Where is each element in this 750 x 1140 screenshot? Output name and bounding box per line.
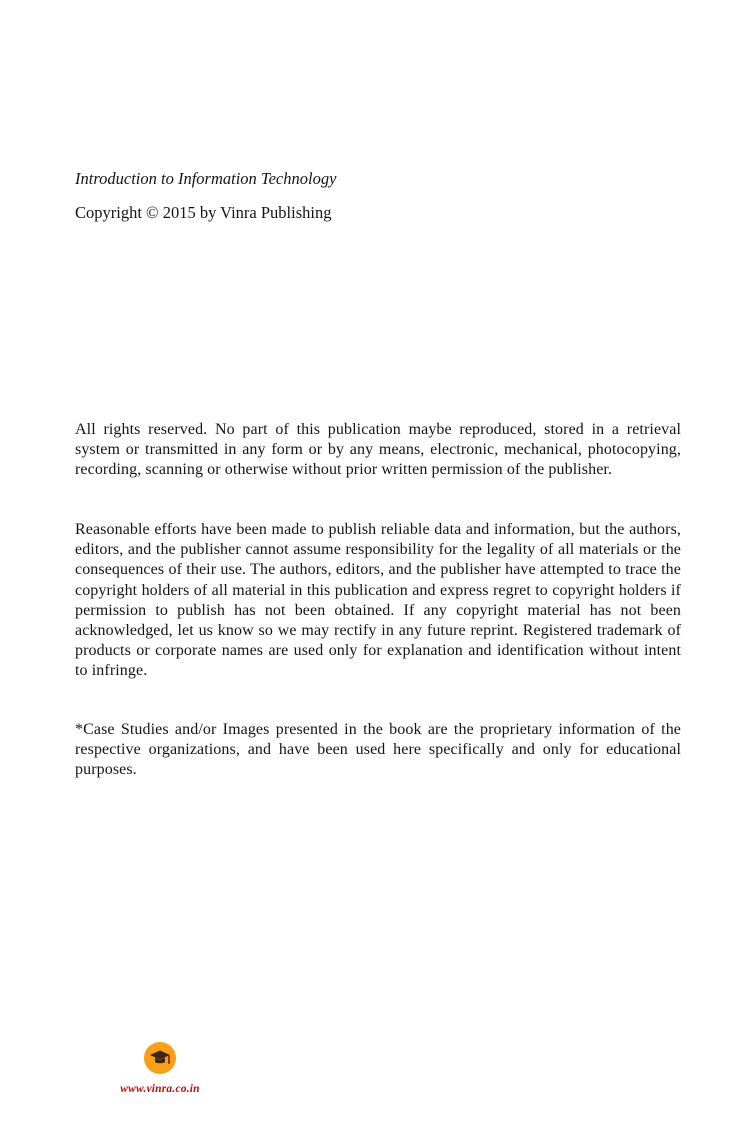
rights-reserved-paragraph: All rights reserved. No part of this publication maybe reproduced, stored in a retrieval system or transmitted in any form or by any means, electronic, mechanical, photocopying, recording, scanning or otherwise without prior written permission of the publisher.	[75, 421, 681, 479]
graduation-cap-icon	[144, 1042, 176, 1074]
publisher-footer	[118, 1042, 202, 1095]
book-title: Introduction to Information Technology	[75, 169, 337, 188]
disclaimer-paragraph: Reasonable efforts have been made to publish reliable data and information, but the authors, editors, and the publisher cannot assume responsibility for the legality of all materials or the consequences of their use. The authors, editors, and the publisher have attempted to trace the copyright holders of all material in this publication and express regret to copyright holders if permission to publish has not been obtained. If any copyright material has not been acknowledged, let us know so we may rectify in any future reprint. Registered trademark of products or corporate names are used only for explanation and identification without intent to infringe.	[75, 521, 681, 680]
case-studies-note-paragraph: *Case Studies and/or Images presented in the book are the proprietary information of the respective organizations, and have been used here specifically and only for educational purposes.	[75, 721, 681, 779]
publisher-website-url: www.vinra.co.in	[120, 1083, 200, 1095]
copyright-line: Copyright © 2015 by Vinra Publishing	[75, 203, 332, 222]
